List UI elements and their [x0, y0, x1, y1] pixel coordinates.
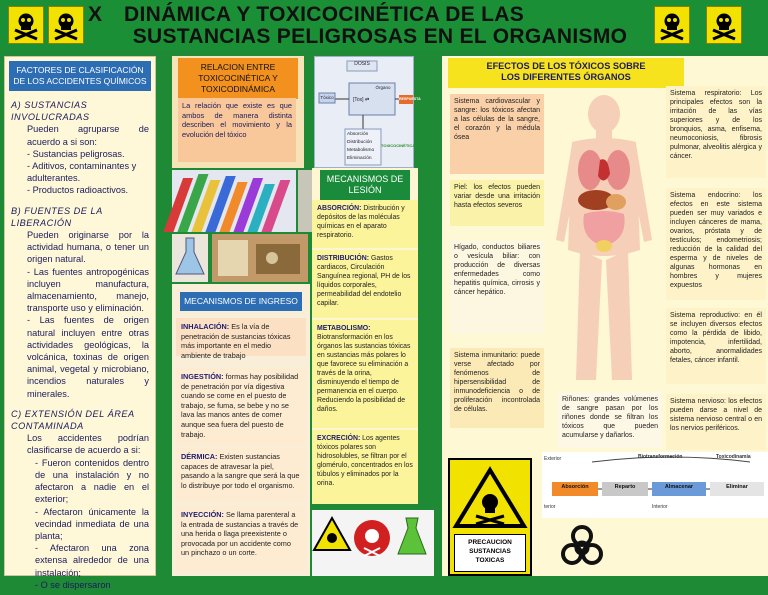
lesion-key: DISTRIBUCIÓN: [317, 255, 370, 262]
efecto-text: Sistema nervioso: los efectos pueden darse a nivel de sistema nervioso central o en los nervios periféricos. [670, 398, 762, 432]
toxicodinamia-flow-diagram [542, 452, 768, 518]
efecto-text: Piel: los efectos pueden variar desde una irritación hasta efectos severos [454, 184, 540, 209]
lesion-title: MECANISMOS DE LESIÓN [320, 170, 410, 200]
ingreso-text: Existen sustancias capaces de atravesar la piel, pasando a la sangre que será la que lo distribuye por todo el organismo. [181, 452, 300, 490]
flow-step: Reparto [614, 484, 636, 490]
efecto-text: Sistema cardiovascular y sangre: los tóxicos afectan a las células de la sangre, el corazón y la médula ósea [454, 98, 540, 141]
lesion-text: Los agentes tóxicos polares son hidrosolubles, se filtran por el glomérulo, concentrados en los túbulos y eliminados por la orina. [317, 435, 413, 487]
section-c-item: - Afectaron una zona extensa alrededor de una instalación; [35, 543, 149, 578]
human-body-organs-image [548, 90, 658, 390]
biohazard-icon [560, 524, 604, 572]
sign-line: TOXICAS [475, 557, 505, 564]
section-a-intro: Pueden agruparse de acuerdo a si son: [27, 124, 149, 147]
section-a-item: - Productos radioactivos. [27, 185, 129, 196]
title-prefix: X [88, 3, 103, 26]
relacion-body-box [178, 98, 296, 162]
ingreso-title: MECANISMOS DE INGRESO [180, 292, 302, 311]
flow-step: Almacenar [664, 484, 694, 490]
relacion-body: La relación que existe es que ambos de manera distinta describen el movimiento y la evolución del tóxico [182, 101, 292, 139]
lesion-item-box [312, 250, 418, 318]
relacion-title: RELACION ENTRE TOXICOCINÉTICA Y TOXICODINÁMICA [178, 58, 298, 99]
toxicocinetica-diagram [314, 56, 421, 168]
lab-flask-image [172, 234, 208, 282]
diagram-step: Eliminación [347, 156, 372, 161]
ingreso-panel [172, 284, 310, 576]
diagram-toxico: Tóxico [320, 95, 334, 100]
lesion-panel [312, 168, 418, 504]
diagram-steps [347, 131, 381, 163]
relacion-panel [172, 56, 304, 168]
lesion-item-box [312, 200, 418, 248]
clasificacion-panel [4, 56, 156, 590]
ingreso-key: INGESTIÓN: [181, 372, 224, 381]
efecto-nervioso [666, 394, 766, 450]
flow-interior: Interior [652, 504, 668, 510]
page-title-line2: SUSTANCIAS PELIGROSAS EN EL ORGANISMO [132, 25, 628, 48]
flow-step: Eliminar [726, 484, 748, 490]
efecto-higado [450, 240, 544, 334]
flow-exterior-bottom: terior [544, 504, 556, 510]
section-c-item: - Fueron contenidos dentro de una instalación y no afectaron a nadie en el exterior; [35, 457, 149, 505]
ingreso-item-box [176, 368, 306, 446]
section-c-heading: C) EXTENSIÓN DEL ÁREA CONTAMINADA [11, 408, 135, 432]
efectos-title-line2: LOS DIFERENTES ÓRGANOS [501, 72, 631, 82]
precaucion-text [454, 534, 526, 572]
efecto-piel [450, 180, 544, 226]
flow-biotransformacion: Biotransformación [638, 454, 683, 460]
lesion-text: Biotransformación en los órganos las sustancias tóxicas en sustancias más polares lo que favorece su eliminación a través de la orina, disminuyendo el tiempo de permanencia en el cuerpo. Reduciendo la posibilidad de daños. [317, 334, 411, 413]
chemical-bottles-image [172, 170, 296, 232]
efecto-text: Hígado, conductos biliares o vesícula biliar: con producción de diversas enfermedades como hepatitis química, cirrosis y cáncer hepático. [454, 244, 540, 296]
efecto-text: Sistema inmunitario: puede verse afectado por fenómenos de hipersensibilidad de inmunodeficiencia o de proliferación incontrolada de células. [454, 352, 540, 413]
section-a-item: - Sustancias peligrosas. [27, 148, 125, 159]
efecto-reproductivo [666, 308, 766, 384]
diagram-conc: [Tox] ⇄ [353, 97, 370, 103]
diagram-step: Absorción [347, 132, 369, 137]
diagram-toxicocinetica: TOXICOCINÉTICA [381, 143, 416, 148]
photo-strip [298, 170, 312, 232]
hazard-symbols [312, 510, 434, 576]
section-b-heading: B) FUENTES DE LA LIBERACIÓN [11, 205, 103, 228]
section-b-intro: Pueden originarse por la actividad humana, o tener un origen natural. [27, 230, 149, 265]
diagram-step: Metabolismo [347, 148, 375, 153]
section-c-item: - O se dispersaron [35, 579, 111, 590]
section-a-heading: A) SUSTANCIAS INVOLUCRADAS [11, 100, 90, 123]
skull-warning-icon [706, 6, 742, 44]
efecto-cardiovascular [450, 94, 544, 174]
section-c-intro: Los accidentes podrían clasificarse de acuerdo a si: [27, 433, 149, 456]
lesion-item-box [312, 430, 418, 504]
precaucion-sign [448, 458, 532, 576]
lab-work-image [212, 234, 308, 282]
efecto-text: Sistema reproductivo: en él se incluyen diversos efectos como la pérdida de libido, impotencia, infertilidad, aborto, anormalidades fetales, cáncer infantil. [670, 312, 762, 364]
ingreso-key: INYECCIÓN: [181, 510, 224, 519]
skull-warning-icon [8, 6, 44, 44]
skull-warning-icon [654, 6, 690, 44]
lesion-key: ABSORCIÓN: [317, 205, 362, 212]
lesion-text: Distribución y depósitos de las moléculas químicas en el aparato respiratorio. [317, 205, 405, 239]
flow-toxicodinamia: Toxicodinamia [716, 454, 751, 460]
page-title-line1: DINÁMICA Y TOXICOCINÉTICA DE LAS [124, 3, 525, 26]
efecto-respiratorio [666, 86, 766, 178]
clasificacion-title: FACTORES DE CLASIFICACIÓN DE LOS ACCIDENTES QUÍMICOS [9, 61, 151, 91]
ingreso-text: Se llama parenteral a la entrada de sustancias a través de una herida o llaga preexistente o provocada por un accidente como un pinchazo o un corte. [181, 510, 299, 558]
ingreso-item-box [176, 448, 306, 502]
diagram-step: Distribución [347, 140, 373, 145]
flow-exterior: Exterior [544, 456, 562, 462]
lesion-item-box [312, 320, 418, 428]
efecto-text: Riñones: grandes volúmenes de sangre pasan por los riñones donde se filtran los tóxicos que pueden acumularse y dañarlos. [562, 396, 658, 439]
lesion-text: Gastos cardiacos, Circulación Sanguínea regional, PH de los líquidos corporales, permeabilidad del endotelio capilar. [317, 255, 411, 307]
lesion-key: METABOLISMO: [317, 325, 371, 332]
sign-line: SUSTANCIAS [469, 548, 511, 555]
skull-warning-icon [48, 6, 84, 44]
efectos-title-box [448, 58, 684, 88]
ingreso-key: DÉRMICA: [181, 452, 218, 461]
lesion-key: EXCRECIÓN: [317, 435, 361, 442]
section-b-item: - Las fuentes de origen natural incluyen entre otras actividades geológicas, la volcánica, toxinas de origen animal, vegetal y microbiano, incendios naturales y minerales. [27, 315, 149, 399]
diagram-dosis: DOSIS [354, 61, 370, 67]
efecto-text: Sistema respiratorio: Los principales efectos son la irritación de las vías superiores y de los bronquios, asma, enfisema, neumoconiosis, fibrosis pulmonar, alveolitis alérgica y cáncer. [670, 90, 762, 160]
section-c-item: - Afectaron únicamente la vecindad inmediata de una planta; [35, 506, 149, 541]
efecto-endocrino [666, 188, 766, 300]
header [0, 0, 768, 50]
efecto-rinones [558, 392, 662, 448]
ingreso-text: formas hay posibilidad de penetración por vía digestiva cuando se come en el puesto de trabajo, se fuma, se bebe y no se lava las manos antes de comer aunque sea fuera del puesto de trabajo. [181, 372, 299, 439]
efecto-inmunitario [450, 348, 544, 428]
efecto-text: Sistema endocrino: los efectos en este sistema pueden ser muy variados e incluyen cánceres de mama, ovarios, próstata y de testículos; endometriosis; reducción de la calidad del esperma y de niveles de algunas hormonas en hombres y mujeres expuestos [670, 192, 762, 289]
diagram-respuesta: RESPUESTA [399, 97, 421, 101]
ingreso-text: Es la vía de penetración de sustancias tóxicas más importante en el medio ambiente de trabajo [181, 322, 291, 360]
ingreso-item-box [176, 318, 306, 360]
section-a-item: - Aditivos, contaminantes y adulterantes. [27, 161, 137, 184]
section-b-item: - Las fuentes antropogénicas incluyen manufactura, almacenamiento, manejo, transporte uso y eliminación. [27, 266, 149, 314]
ingreso-key: INHALACIÓN: [181, 322, 230, 331]
efectos-title-line1: EFECTOS DE LOS TÓXICOS SOBRE [486, 61, 646, 71]
efectos-panel [442, 56, 768, 576]
ingreso-item-box [176, 506, 306, 572]
flow-step: Absorción [561, 484, 589, 490]
diagram-organo: Órgano [375, 85, 391, 90]
sign-line: PRECAUCION [468, 539, 512, 546]
